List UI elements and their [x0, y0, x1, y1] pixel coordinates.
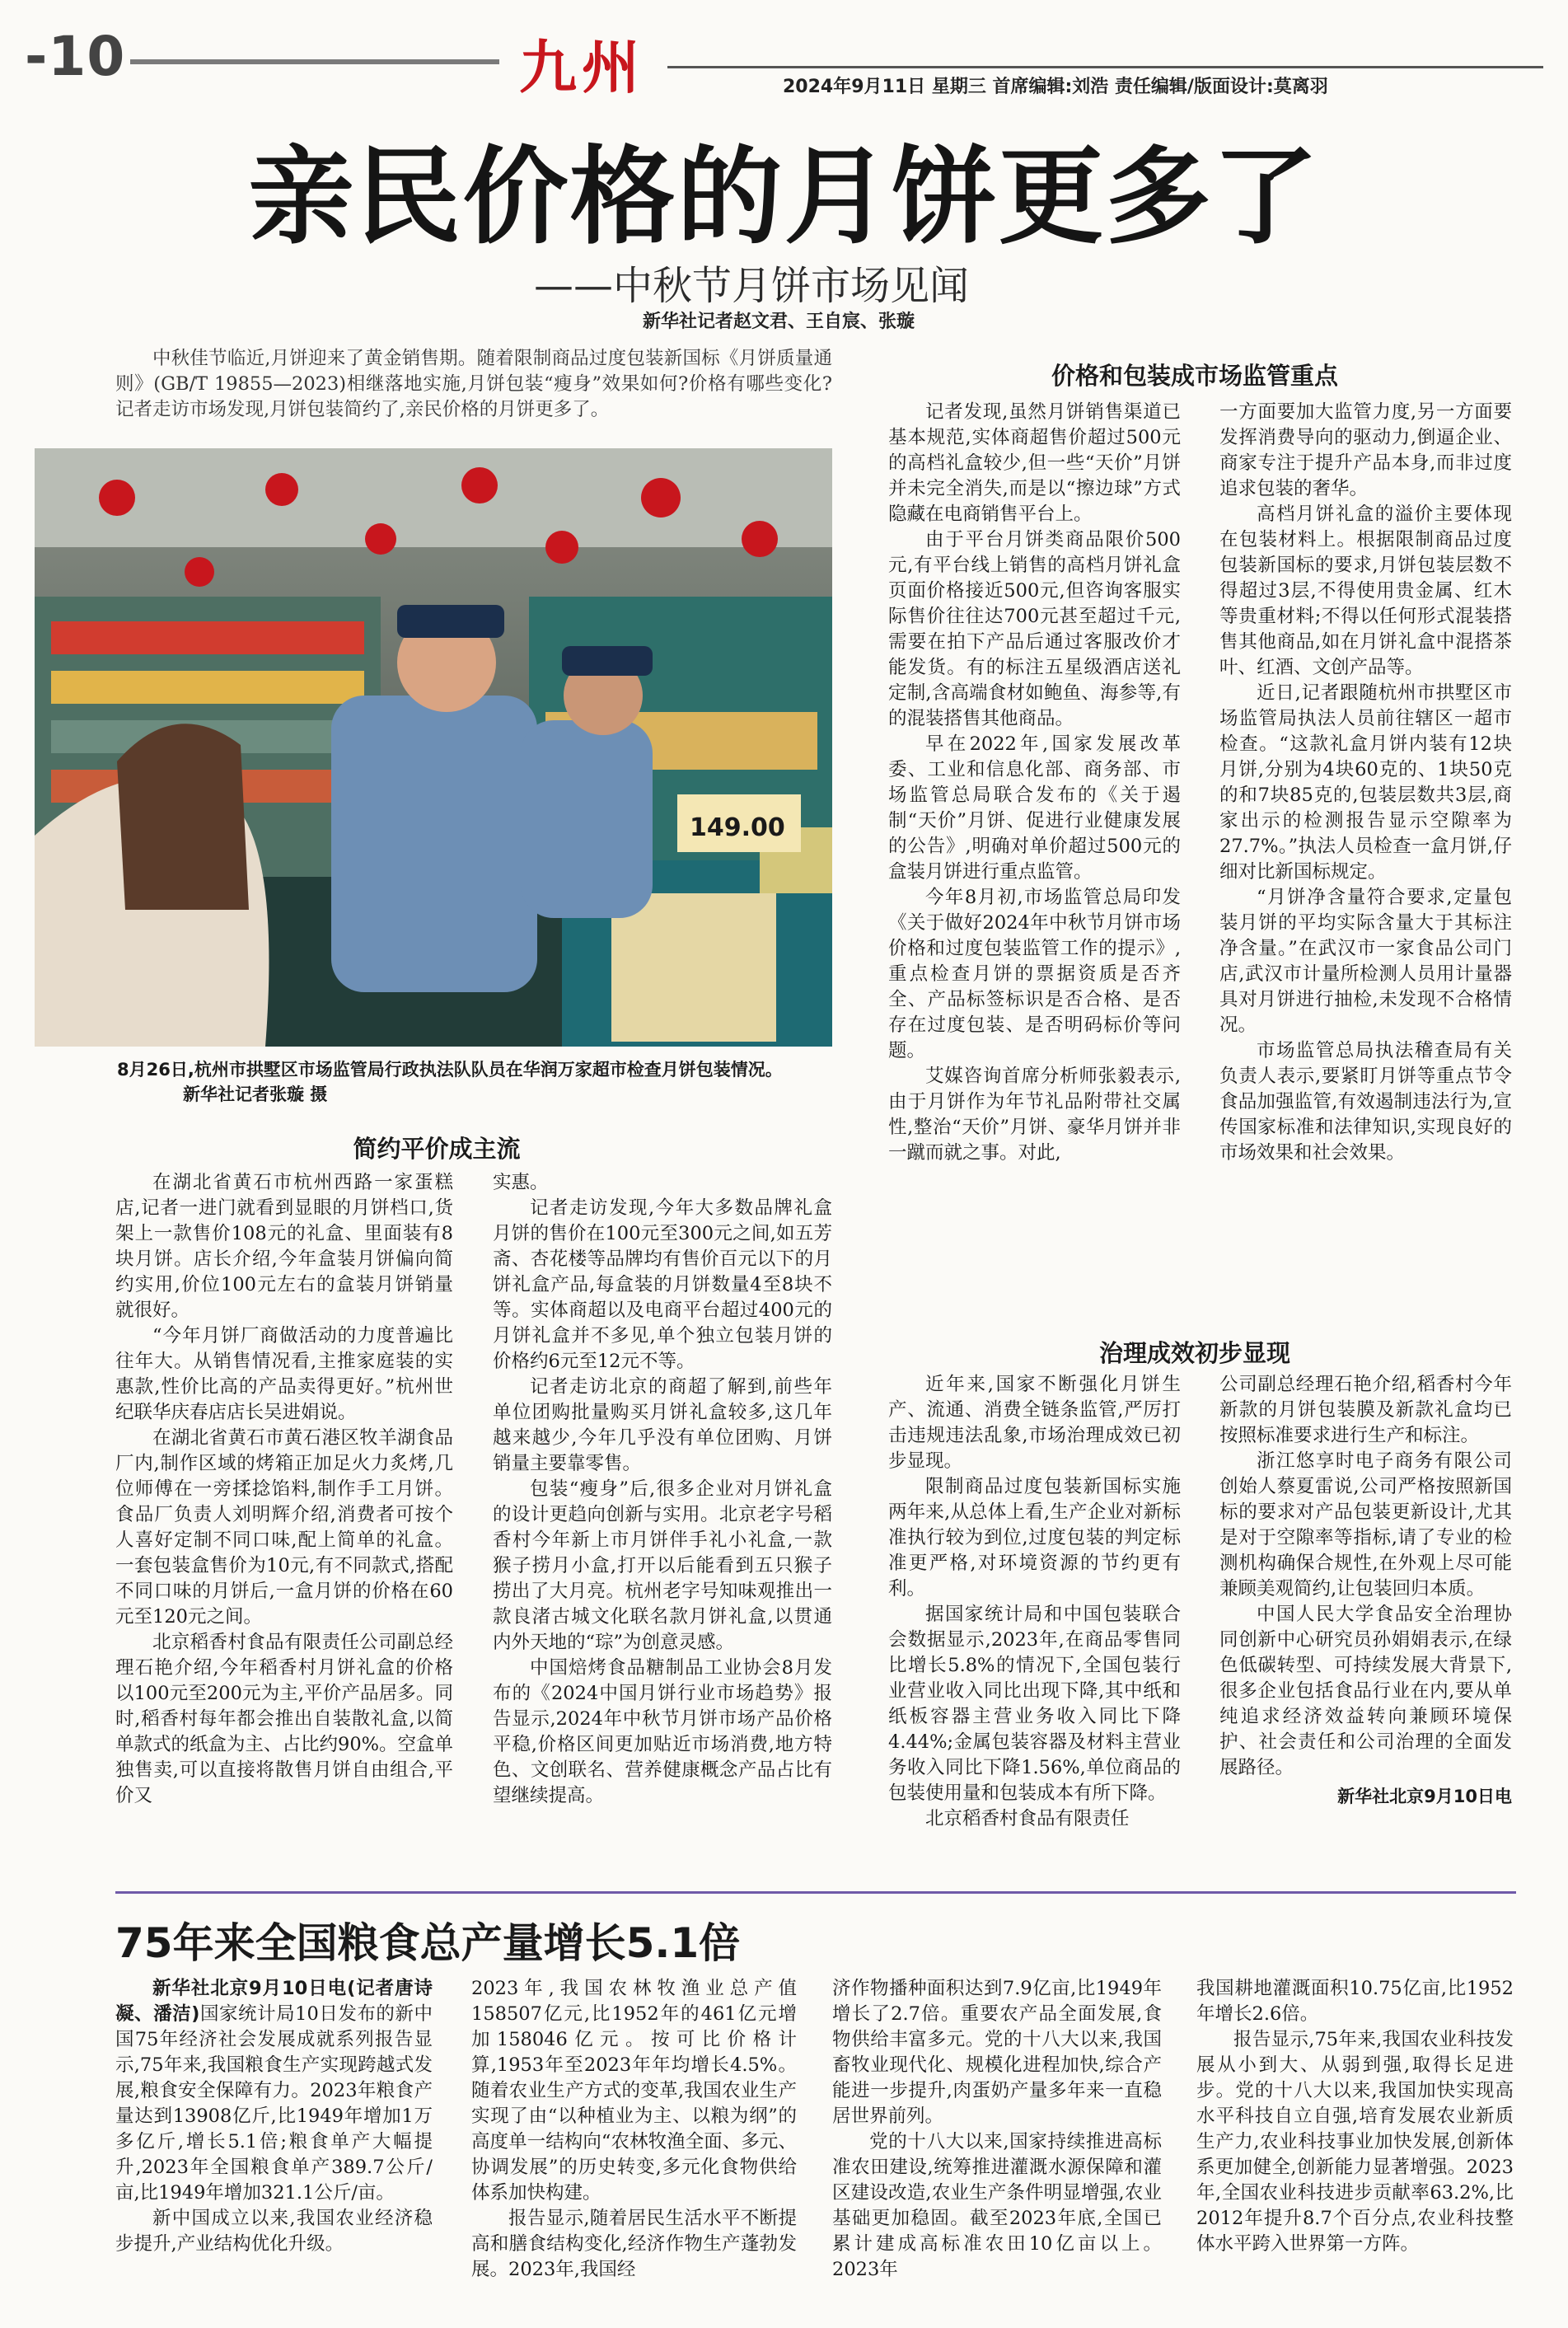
article2-col2: 2023年,我国农林牧渔业总产值158507亿元,比1952年的461亿元增加158046亿元。按可比价格计算,1953年至2023年年均增长4.5%。随着农业生产方式的变革,我国农业生产实现了由“以种植业为主、以粮为纲”的高度单一结构向“农林牧渔全面、多元、协调发展”的历史转变,多元化食物供给体系加快构建。 报告显示,随着居民生活水平不断提高和膳食结构变化,经济作物生产蓬勃发展。2023年,我国经 [471, 1978, 797, 2280]
article2-col1: 新华社北京9月10日电(记者唐诗凝、潘洁)国家统计局10日发布的新中国75年经济社会发展成就系列报告显示,75年来,我国粮食生产实现跨越式发展,粮食安全保障有力。2023年粮食产量达到13908亿斤,比1949年增加1万多亿斤,增长5.1倍;粮食单产大幅提升,2023年全国粮食单产389.7公斤/亩,比1949年增加321.1公斤/亩。 新中国成立以来,我国农业经济稳步提升,产业结构优化升级。 [115, 1978, 433, 2255]
photo-credit: 新华社记者张璇 摄 [183, 1084, 328, 1104]
news-photo [35, 448, 832, 1047]
section3-col1: 近年来,国家不断强化月饼生产、流通、消费全链条监管,严厉打击违规违法乱象,市场治理成效已初步显现。 限制商品过度包装新国标实施两年来,从总体上看,生产企业对新标准执行较为到位,过度包装的判定标准更严格,对环境资源的节约更有利。 据国家统计局和中国包装联合会数据显示,2023年,在商品零售同比增长5.8%的情况下,全国包装行业营业收入同比出现下降,其中纸和纸板容器主营业务收入同比下降4.44%;金属包装容器及材料主营业务收入同比下降1.56%,单位商品的包装使用量和包装成本有所下降。 北京稻香村食品有限责任 [888, 1374, 1181, 1829]
article-title: 亲民价格的月饼更多了 [248, 136, 1320, 259]
section-heading-3: 治理成效初步显现 [1098, 1339, 1290, 1367]
photo-caption: 8月26日,杭州市拱墅区市场监管局行政执法队队员在华润万家超市检查月饼包装情况。新华社记者张璇 摄 [117, 1060, 783, 1104]
article2-col4: 我国耕地灌溉面积10.75亿亩,比1952年增长2.6倍。 报告显示,75年来,我国农业科技发展从小到大、从弱到强,取得长足进步。党的十八大以来,我国加快实现高水平科技自立自强,培育发展农业新质生产力,农业科技事业加快发展,创新体系更加健全,创新能力显著增强。2023年,全国农业科技进步贡献率63.2%,比2012年提升8.7个百分点,农业科技整体水平跨入世界第一方阵。 [1196, 1978, 1514, 2255]
article2-title: 75年来全国粮食总产量增长5.1倍 [115, 1919, 741, 1967]
section2-col1: 记者发现,虽然月饼销售渠道已基本规范,实体商超售价超过500元的高档礼盒较少,但一些“天价”月饼并未完全消失,而是以“擦边球”方式隐藏在电商销售平台上。 由于平台月饼类商品限价500元,有平台线上销售的高档月饼礼盒页面价格接近500元,但咨询客服实际售价往往达700元甚至超过千元,需要在拍下产品后通过客服改价才能发货。有的标注五星级酒店送礼定制,含高端食材如鲍鱼、海参等,有的混装搭售其他商品。 早在2022年,国家发展改革委、工业和信息化部、商务部、市场监管总局联合发布的《关于遏制“天价”月饼、促进行业健康发展的公告》,明确对单价超过500元的盒装月饼进行重点监管。 今年8月初,市场监管总局印发《关于做好2024年中秋节月饼市场价格和过度包装监管工作的提示》,重点检查月饼的票据资质是否齐全、产品标签标识是否合格、是否存在过度包装、是否明码标价等问题。 艾媒咨询首席分析师张毅表示,由于月饼作为年节礼品附带社交属性,整治“天价”月饼、豪华月饼并非一蹴而就之事。对此, [888, 401, 1181, 1164]
page-number: -10 [25, 25, 126, 88]
article2-col3: 济作物播种面积达到7.9亿亩,比1949年增长了2.7倍。重要农产品全面发展,食物供给丰富多元。党的十八大以来,我国畜牧业现代化、规模化进程加快,综合产能进一步提升,肉蛋奶产量多年来一直稳居世界前列。 党的十八大以来,国家持续推进高标准农田建设,统筹推进灌溉水源保障和灌区建设改造,农业生产条件明显增强,农业基础更加稳固。截至2023年底,全国已累计建成高标准农田10亿亩以上。2023年 [832, 1978, 1162, 2280]
photo-illustration [35, 448, 832, 1047]
section1-col1: 在湖北省黄石市杭州西路一家蛋糕店,记者一进门就看到显眼的月饼档口,货架上一款售价108元的礼盒、里面装有8块月饼。店长介绍,今年盒装月饼偏向简约实用,价位100元左右的盒装月饼销量就很好。 “今年月饼厂商做活动的力度普遍比往年大。从销售情况看,主推家庭装的实惠款,性价比高的产品卖得更好。”杭州世纪联华庆春店店长吴进娟说。 在湖北省黄石市黄石港区牧羊湖食品厂内,制作区域的烤箱正加足火力炙烤,几位师傅在一旁揉捻馅料,制作手工月饼。食品厂负责人刘明辉介绍,消费者可按个人喜好定制不同口味,配上简单的礼盒。一套包装盒售价为10元,有不同款式,搭配不同口味的月饼后,一盒月饼的价格在60元至120元之间。 北京稻香村食品有限责任公司副总经理石艳介绍,今年稻香村月饼礼盒的价格以100元至200元为主,平价产品居多。同时,稻香村每年都会推出自装散礼盒,以简单款式的纸盒为主、占比约90%。空盒单独售卖,可以直接将散售月饼自由组合,平价又 [115, 1172, 454, 1806]
section2-col2: 一方面要加大监管力度,另一方面要发挥消费导向的驱动力,倒逼企业、商家专注于提升产品本身,而非过度追求包装的奢华。 高档月饼礼盒的溢价主要体现在包装材料上。根据限制商品过度包装新国标的要求,月饼包装层数不得超过3层,不得使用贵金属、红木等贵重材料;不得以任何形式混装搭售其他商品,如在月饼礼盒中混搭茶叶、红酒、文创产品等。 近日,记者跟随杭州市拱墅区市场监管局执法人员前往辖区一超市检查。“这款礼盒月饼内装有12块月饼,分别为4块60克的、1块50克的和7块85克的,包装层数共3层,商家出示的检测报告显示空隙率为27.7%。”执法人员检查一盒月饼,仔细对比新国标规定。 “月饼净含量符合要求,定量包装月饼的平均实际含量大于其标注净含量。”在武汉市一家食品公司门店,武汉市计量所检测人员用计量器具对月饼进行抽检,未发现不合格情况。 市场监管总局执法稽查局有关负责人表示,要紧盯月饼等重点节令食品加强监管,有效遏制违法行为,宣传国家标准和法律知识,实现良好的市场效果和社会效果。 [1219, 401, 1512, 1164]
section-heading-2: 价格和包装成市场监管重点 [1051, 362, 1338, 390]
article-lead: 中秋佳节临近,月饼迎来了黄金销售期。随着限制商品过度包装新国标《月饼质量通则》(GB/T 19855—2023)相继落地实施,月饼包装“瘦身”效果如何?价格有哪些变化?记者走访市场发现,月饼包装简约了,亲民价格的月饼更多了。 [115, 348, 832, 420]
article2-lead-bold: 新华社北京9月10日电(记者唐诗凝、潘洁) [115, 1978, 433, 2025]
article-subtitle: ——中秋节月饼市场见闻 [534, 263, 970, 309]
dateline: 新华社北京9月10日电 [1337, 1787, 1512, 1806]
byline: 新华社记者赵文君、王自宸、张璇 [643, 311, 915, 332]
header-left-rule [130, 59, 499, 64]
section-logo: 九州 [519, 33, 644, 101]
section-heading-1: 简约平价成主流 [353, 1135, 521, 1163]
section1-col2: 实惠。 记者走访发现,今年大多数品牌礼盒月饼的售价在100元至300元之间,如五芳斋、杏花楼等品牌均有售价百元以下的月饼礼盒产品,每盒装的月饼数量4至8块不等。实体商超以及电商平台超过400元的月饼礼盒并不多见,单个独立包装月饼的价格约6元至12元不等。 记者走访北京的商超了解到,前些年单位团购批量购买月饼礼盒较多,这几年越来越少,今年几乎没有单位团购、月饼销量主要靠零售。 包装“瘦身”后,很多企业对月饼礼盒的设计更趋向创新与实用。北京老字号稻香村今年新上市月饼伴手礼小礼盒,一款猴子捞月小盒,打开以后能看到五只猴子捞出了大月亮。杭州老字号知味观推出一款良渚古城文化联名款月饼礼盒,以贯通内外天地的“琮”为创意灵感。 中国焙烤食品糖制品工业协会8月发布的《2024中国月饼行业市场趋势》报告显示,2024年中秋节月饼市场产品价格平稳,价格区间更加贴近市场消费,地方特色、文创联名、营养健康概念产品占比有望继续提高。 [493, 1172, 832, 1806]
price-tag: 149.00 [690, 813, 785, 842]
header-info: 2024年9月11日 星期三 首席编辑:刘浩 责任编辑/版面设计:莫离羽 [783, 77, 1328, 97]
section3-col2: 公司副总经理石艳介绍,稻香村今年新款的月饼包装膜及新款礼盒均已按照标准要求进行生产和标注。 浙江悠享时电子商务有限公司创始人蔡夏雷说,公司严格按照新国标的要求对产品包装更新设计,尤其是对于空隙率等指标,请了专业的检测机构确保合规性,在外观上尽可能兼顾美观简约,让包装回归本质。 中国人民大学食品安全治理协同创新中心研究员孙娟娟表示,在绿色低碳转型、可持续发展大背景下,很多企业包括食品行业在内,要从单纯追求经济效益转向兼顾环境保护、社会责任和公司治理的全面发展路径。 新华社北京9月10日电 [1219, 1372, 1512, 1810]
article-divider [115, 1891, 1516, 1894]
header-right-rule [667, 66, 1543, 68]
